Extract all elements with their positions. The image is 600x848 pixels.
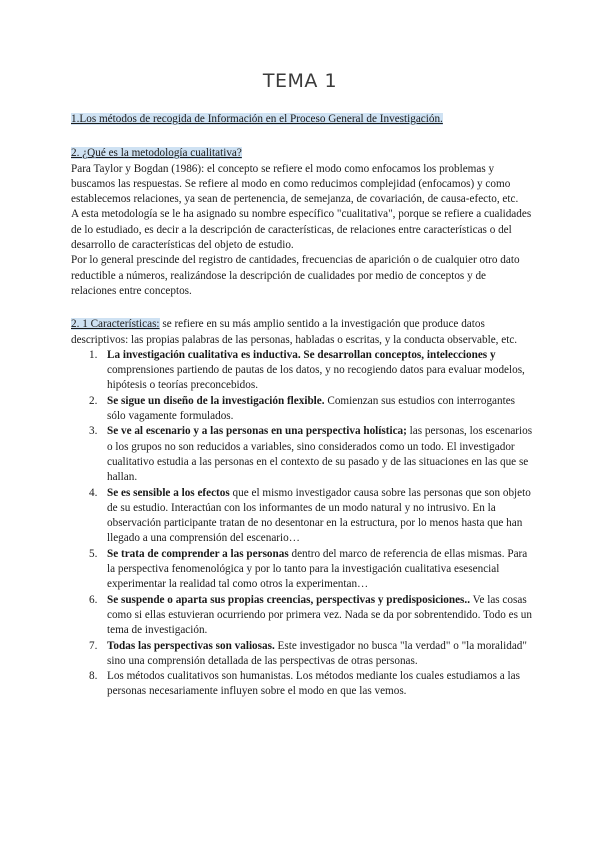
list-item-text: dentro del marco de referencia de ellas mismas. Para la perspectiva fenomenológica y por lo tanto para la investigación cualitativa esesencial experimentar la realidad tal como otros la experimentan… [107, 547, 528, 591]
section-2-heading-text: 2. ¿Qué es la metodología cualitativa? [71, 147, 242, 160]
list-item-text: Ve las cosas como si ellas estuvieran ocurriendo por primera vez. Nada se da por sobrentendido. Todo es un tema de investigación. [107, 593, 532, 637]
section-2-1-intro [71, 317, 533, 348]
list-item-bold: Todas las perspectivas son valiosas. [107, 639, 275, 652]
list-item [71, 486, 533, 547]
list-item-number: 5. [89, 547, 98, 560]
list-item-text: Comienzan sus estudios con interrogantes sólo vagamente formulados. [107, 394, 516, 423]
document-body [71, 112, 533, 700]
list-item-text: las personas, los escenarios o los grupos no son reducidos a variables, sino considerados como un todo. El investigador cualitativo estudia a las personas en el contexto de su pasado y de las situaciones en las que se hallan. [107, 425, 533, 484]
page-title: TEMA 1 [262, 70, 338, 92]
list-item-number: 4. [89, 486, 98, 499]
list-item-number: 1. [89, 348, 98, 361]
list-item-text: Este investigador no busca "la verdad" o "la moralidad" sino una comprensión detallada de las perspectivas de otras personas. [107, 639, 527, 667]
section-2-paragraph: Para Taylor y Bogdan (1986): el concepto se refiere el modo como enfocamos los problemas y buscamos las respuestas. Se refiere al modo en como reducimos complejidad (enfocamos) y como establecemos relaciones, ya sean de pertenencia, de semejanza, de covariación, de causa-efecto, etc. [71, 162, 519, 206]
section-2-1-intro-text: se refiere en su más amplio sentido a la investigación que produce datos descriptivos: las propias palabras de las personas, habladas o escritas, y la conducta observable, etc. [71, 318, 518, 346]
list-item-bold: Se sigue un diseño de la investigación flexible. [107, 394, 325, 407]
list-item-bold: Se suspende o aparta sus propias creencias, perspectivas y predisposiciones.. [107, 593, 471, 606]
list-item-number: 2. [89, 394, 98, 407]
section-1-heading-text: 1.Los métodos de recogida de Información en el Proceso General de Investigación. [71, 113, 443, 125]
list-item-number: 3. [89, 425, 98, 438]
list-item-number: 7. [89, 639, 98, 652]
section-2-paragraph: A esta metodología se le ha asignado su nombre específico "cualitativa", porque se refiere a cualidades de lo estudiado, es decir a la descripción de características, de relaciones entre características o del desarrollo de características del objeto de estudio. [71, 208, 532, 252]
list-item-text: Los métodos cualitativos son humanistas. Los métodos mediante los cuales estudiamos a las personas necesariamente influyen sobre el modo en que las vemos. [107, 670, 520, 698]
list-item [71, 639, 533, 670]
list-item-text: comprensiones partiendo de pautas de los datos, y no recogiendo datos para evaluar modelos, hipótesis o teorías preconcebidos. [107, 364, 525, 392]
section-2-paragraph: Por lo general prescinde del registro de cantidades, frecuencias de aparición o de cualquier otro dato reductible a números, realizándose la descripción de cualidades por medio de conceptos y de relaciones entre conceptos. [71, 254, 520, 297]
list-item [71, 547, 533, 593]
list-item-text: que el mismo investigador causa sobre las personas que son objeto de su estudio. Interactúan con los informantes de un modo natural y no intrusivo. En la observación participante tratan de no desentonar en la estructura, por lo menos hasta que han llegado a una comprensión del escenario… [107, 486, 531, 545]
list-item-bold: Se ve al escenario y a las personas en una perspectiva holística; [107, 425, 407, 438]
list-item-bold: Se es sensible a los efectos [107, 486, 230, 499]
list-item [71, 394, 533, 425]
section-2-heading [71, 146, 533, 161]
list-item-number: 6. [89, 593, 98, 606]
list-item [71, 348, 533, 394]
list-item-number: 8. [89, 670, 98, 683]
list-item-bold: La investigación cualitativa es inductiva. Se desarrollan conceptos, intelecciones y [107, 348, 496, 361]
characteristics-list [71, 348, 533, 700]
list-item-bold: Se trata de comprender a las personas [107, 547, 289, 560]
list-item [71, 424, 533, 485]
list-item [71, 669, 533, 700]
section-2-1-heading: 2. 1 Características: [71, 318, 160, 331]
section-1-heading [71, 112, 533, 127]
list-item [71, 593, 533, 639]
